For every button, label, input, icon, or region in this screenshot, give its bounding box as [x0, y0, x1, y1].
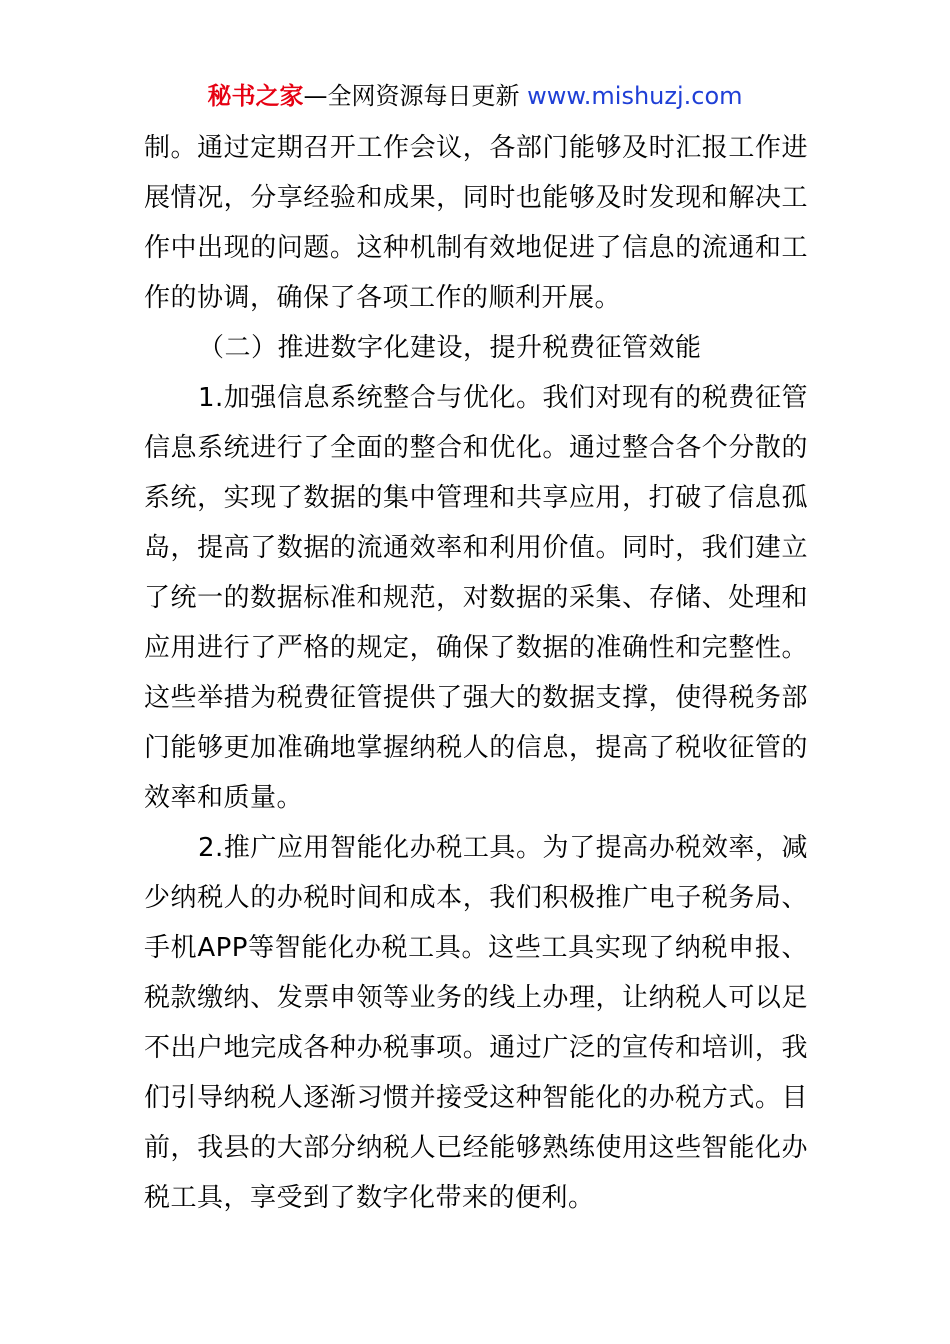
- paragraph-item-1: 1.加强信息系统整合与优化。我们对现有的税费征管信息系统进行了全面的整合和优化。通过整合各个分散的系统，实现了数据的集中管理和共享应用，打破了信息孤岛，提高了数据的流通效率和利用价值。同时，我们建立了统一的数据标准和规范，对数据的采集、存储、处理和应用进行了严格的规定，确保了数据的准确性和完整性。这些举措为税费征管提供了强大的数据支撑，使得税务部门能够更加准确地掌握纳税人的信息，提高了税收征管的效率和质量。: [144, 383, 808, 813]
- site-url-link[interactable]: www.mishuzj.com: [527, 82, 743, 110]
- site-brand: 秘书之家: [207, 82, 304, 110]
- site-tagline: —全网资源每日更新: [303, 82, 520, 110]
- document-body: [144, 123, 808, 1223]
- paragraph-continuation: 制。通过定期召开工作会议，各部门能够及时汇报工作进展情况，分享经验和成果，同时也能够及时发现和解决工作中出现的问题。这种机制有效地促进了信息的流通和工作的协调，确保了各项工作的顺利开展。: [144, 133, 808, 313]
- site-header: [0, 78, 950, 114]
- paragraph-item-2: 2.推广应用智能化办税工具。为了提高办税效率，减少纳税人的办税时间和成本，我们积极推广电子税务局、手机APP等智能化办税工具。这些工具实现了纳税申报、税款缴纳、发票申领等业务的线上办理，让纳税人可以足不出户地完成各种办税事项。通过广泛的宣传和培训，我们引导纳税人逐渐习惯并接受这种智能化的办税方式。目前，我县的大部分纳税人已经能够熟练使用这些智能化办税工具，享受到了数字化带来的便利。: [144, 833, 808, 1213]
- section-heading: （二）推进数字化建设，提升税费征管效能: [198, 333, 702, 363]
